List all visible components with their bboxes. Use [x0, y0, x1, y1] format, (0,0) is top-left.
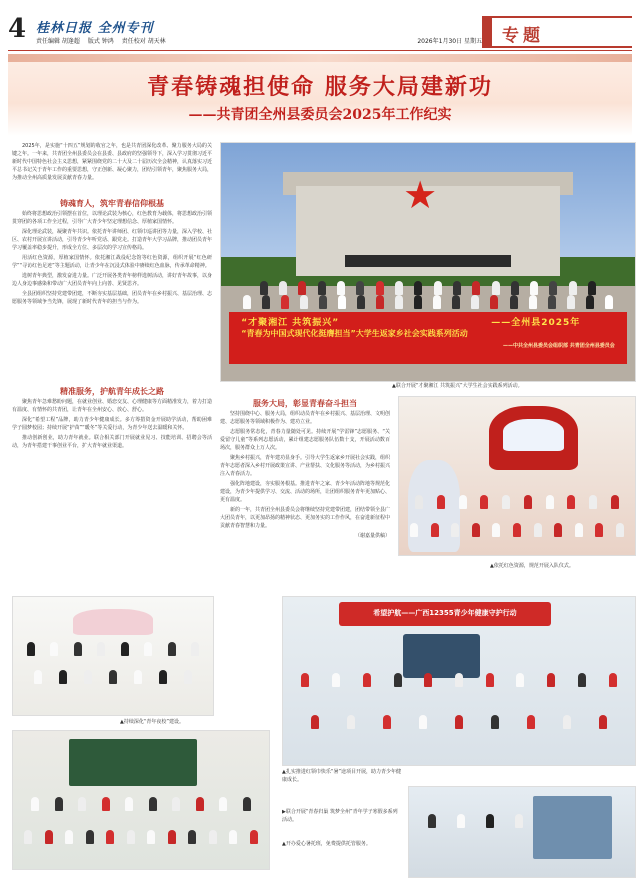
- school-event-photo: [398, 396, 636, 556]
- banner-decoration: [8, 54, 632, 62]
- volunteer-photo: [408, 786, 636, 878]
- students-row: [23, 797, 259, 811]
- paragraph: 推动创新创业，助力青年就业。联合相关部门开展就业见习、技能培训、招聘会等活动，为青年搭建干事创业平台，扩大青年就业渠道。: [12, 435, 212, 449]
- paragraph: 志愿服务常态化，青春力量随处可见。持续开展“学雷锋”志愿服务、“关爱留守儿童”等系列志愿活动，累计组建志愿服务队伍数十支，开展活动数百场次，服务群众上万人次。: [220, 429, 390, 451]
- women-group: [25, 670, 201, 684]
- paragraph: 聚焦乡村振兴，青年建功显身手。引导大学生返家乡开展社会实践，组织青年志愿者深入乡村开展政策宣讲、产业帮扶、文化服务等活动，为乡村振兴注入青春活力。: [220, 455, 390, 477]
- section-bar-decoration: [482, 18, 492, 46]
- paragraph: 选树青年典型，激发奋进力量。广泛开展各类青年榜样选树活动，讲好青年故事，以身边人身边事感染和带动广大团员青年向上向善、见贤思齐。: [12, 273, 212, 287]
- headline: 青春铸魂担使命 服务大局建新功: [147, 74, 493, 100]
- display-screen: [403, 634, 480, 678]
- section3-heading: 服务大局，彰显青春奋斗担当: [253, 399, 357, 408]
- paragraph: 始终将思想政治引领摆在首位，以理论武装为核心，红色教育为载体，将思想政治引领贯穿团的各项工作全过程，引导广大青少年坚定理想信念、厚植家国情怀。: [12, 211, 212, 225]
- editor-credit: 版式 钟鸿: [87, 38, 114, 45]
- paragraph: 深化“希望工程”品牌，助力青少年健康成长。多方筹措资金开展助学活动，帮助困难学子圆梦校园；持续开展“护苗”“暖冬”等关爱行动，为青少年送去温暖和关怀。: [12, 417, 212, 431]
- children-row: [408, 495, 625, 509]
- page-number: 4: [8, 14, 27, 44]
- health-fair-caption: ▲扎实推进红领巾快乐“暑”途项目开展，助力青少年健康成长。: [282, 769, 402, 783]
- volunteer-caption: ▶联合开展“青春归巢 筑梦全州”青年学子寒假多系列活动。: [282, 809, 398, 823]
- banner-organizers: ——中共全州县委员会组织部 共青团全州县委员会: [503, 342, 615, 349]
- women-group: [19, 642, 207, 656]
- volunteers-row: [418, 814, 533, 828]
- paragraph: 聚焦青年急难愁盼问题，在就业创业、婚恋交友、心理健康等方面精准发力，着力打造有温度、有情怀的共青团，让青年在全州安心、放心、舒心。: [12, 399, 212, 413]
- section-title: 专题: [502, 26, 544, 46]
- page-header: [8, 14, 632, 50]
- paragraph: 用活红色资源，厚植家国情怀。依托湘江战役纪念馆等红色资源，组织开展“红色研学”“寻访红色足迹”等主题活动，让青少年在沉浸式体验中赓续红色血脉，传承革命精神。: [12, 255, 212, 269]
- paragraph: 深化理论武装，凝聚青年共识。依托青年讲师团、红领巾巡讲团等力量，深入学校、社区、农村开展宣讲活动，引导青少年听党话、跟党走。打造青年大学习品牌，推动团员青年学习覆盖率稳步提升，形成全方位、多层次的学习宣传格局。: [12, 229, 212, 251]
- header-divider: [8, 50, 632, 51]
- memorial-plaque: [345, 255, 511, 267]
- banner-line: [241, 315, 581, 328]
- paragraph: 2025年，是实施“十四五”规划的收官之年，也是共青团深化改革、聚力服务大局的关键之年。一年来，共青团全州县委员会在县委、县政府的坚强领导下，深入学习贯彻习近平新时代中国特色社会主义思想，紧紧围绕党的二十大及二十届历次全会精神，认真落实习近平总书记关于青年工作的重要思想，守正创新、凝心聚力，团结引领青年，聚焦服务大局，为推动全州高质量发展贡献青春力量。: [12, 143, 213, 181]
- aquarium-window: [533, 796, 612, 859]
- editor-credits: [36, 36, 172, 45]
- classroom-caption: ▲开办爱心暑托班，免费提供托管服务。: [282, 841, 371, 847]
- students-row: [18, 830, 264, 844]
- paper-name: 桂林日报 全州专刊: [36, 21, 154, 36]
- editor-credit: 责任编辑 胡逢超: [36, 38, 80, 45]
- red-star-icon: ★: [403, 173, 438, 218]
- paragraph: 强化阵地建设，夯实服务根基。推进青年之家、青少年活动阵地等规范化建设，为青少年提供学习、交流、活动的场所，让团组织服务青年更加贴心、更有温度。: [220, 481, 390, 503]
- school-event-caption: ▲依托红色资源，规范开展入队仪式。: [490, 563, 574, 569]
- paragraph: 坚持围绕中心、服务大局，组织动员青年在乡村振兴、基层治理、文明创建、志愿服务等领域积极作为、建功立业。: [220, 411, 390, 425]
- subheadline: ——共青团全州县委员会2025年工作纪实: [188, 107, 452, 123]
- screen: [503, 419, 564, 451]
- main-photo-caption: ▲联合开展“才聚湘江 共筑振兴”大学生社会实践系列活动。: [392, 383, 523, 389]
- paragraph: 新的一年，共青团全州县委员会将继续坚持党建带团建，团结带领全县广大团员青年，以更加昂扬的精神状态、更加务实的工作作风，在奋进新征程中贡献青春智慧和力量。: [220, 507, 390, 529]
- section1-heading: 铸魂育人，筑牢青春信仰根基: [60, 199, 164, 208]
- intro-text: [12, 142, 212, 194]
- night-school-photo: [12, 596, 214, 716]
- paragraph: 全县团组织坚持党建带团建，不断夯实基层基础，团员青年在乡村振兴、基层治理、志愿服务等领域争当先锋，展现了新时代青年的担当与作为。: [12, 291, 212, 305]
- editor-credit: 责任校对 胡天林: [121, 38, 166, 45]
- section-label-box: [482, 16, 632, 48]
- banner-year: ——全州县2025年: [491, 317, 581, 328]
- summer-class-photo: [12, 730, 270, 870]
- group-people: [254, 281, 602, 295]
- section3-text: [220, 410, 390, 588]
- section2-heading: 精准服务，护航青年成长之路: [60, 387, 164, 396]
- health-fair-photo: [282, 596, 636, 766]
- banner-title: “青春为中国式现代化挺膺担当”大学生返家乡社会实践系列活动: [241, 328, 468, 338]
- health-fair-banner: 希望护航——广西12355青少年健康守护行动: [339, 602, 550, 626]
- section2-text: [12, 398, 212, 588]
- banner-slogan: “才聚湘江 共筑振兴”: [241, 317, 340, 328]
- headline-banner: [8, 54, 632, 136]
- issue-date: 2026年1月30日 星期五: [417, 38, 482, 45]
- event-banner: [229, 312, 626, 364]
- main-photo: [220, 142, 636, 382]
- pink-balloons: [73, 609, 153, 635]
- night-school-caption: ▲持续深化“青年夜校”建设。: [120, 719, 185, 725]
- children-row: [404, 523, 631, 537]
- group-people: [238, 295, 619, 309]
- byline: （谢嘉量供稿）: [354, 533, 390, 539]
- section1-text: [12, 210, 212, 382]
- children-group: [297, 715, 621, 729]
- children-group: [290, 673, 628, 687]
- blackboard: [69, 739, 197, 786]
